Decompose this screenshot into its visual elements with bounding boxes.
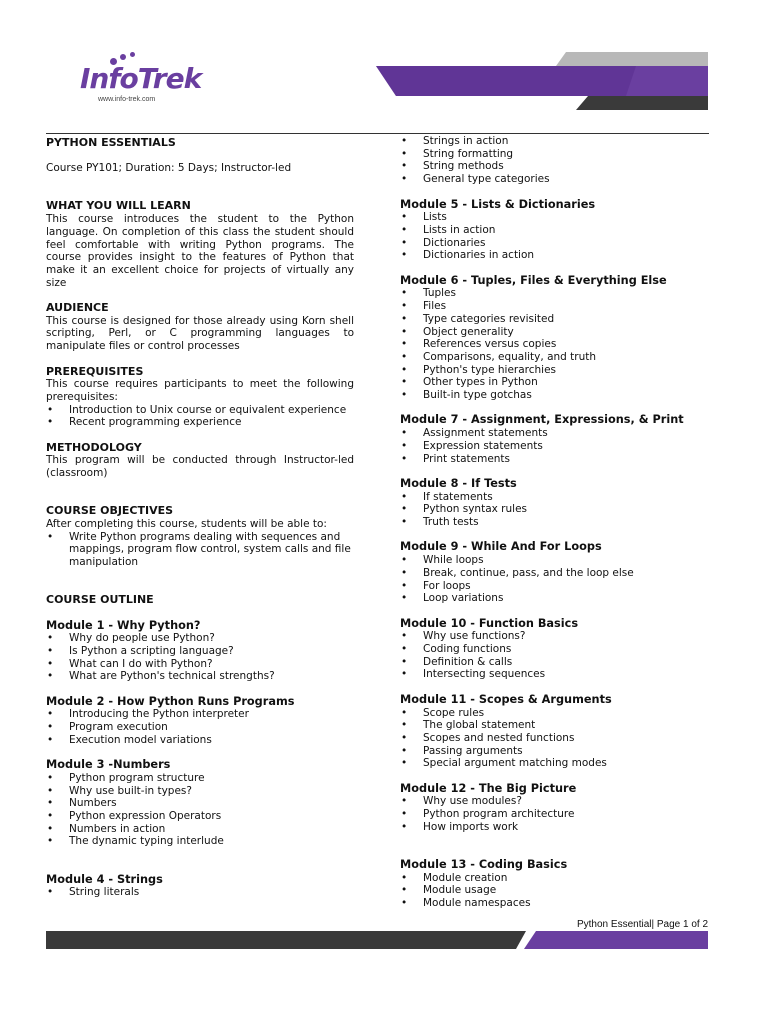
- list-item: • Why use built-in types?: [46, 785, 354, 798]
- header-stripes-graphic: [376, 52, 708, 112]
- course-info: Course PY101; Duration: 5 Days; Instructor-led: [46, 162, 292, 175]
- list-item: • The global statement: [400, 719, 710, 732]
- objectives-text: After completing this course, students will be able to:: [46, 517, 327, 530]
- module-title: Module 6 - Tuples, Files & Everything Else: [400, 273, 667, 287]
- list-item: • Special argument matching modes: [400, 757, 710, 770]
- list-item: • If statements: [400, 491, 710, 504]
- module-list: [46, 772, 354, 848]
- list-item: • Python's type hierarchies: [400, 364, 710, 377]
- learn-heading: WHAT YOU WILL LEARN: [46, 199, 191, 213]
- list-item: • Strings in action: [400, 135, 710, 148]
- prereq-text: This course requires participants to meet the following prerequisites:: [46, 378, 354, 403]
- list-item: • Break, continue, pass, and the loop else: [400, 567, 710, 580]
- module-list: [46, 632, 354, 683]
- list-item: • String formatting: [400, 148, 710, 161]
- module-list: [400, 211, 710, 262]
- list-item: • Program execution: [46, 721, 354, 734]
- list-item: • Object generality: [400, 326, 710, 339]
- module-list: [46, 886, 354, 899]
- module-title: Module 2 - How Python Runs Programs: [46, 694, 295, 708]
- list-item: • Intersecting sequences: [400, 668, 710, 681]
- list-item: • Assignment statements: [400, 427, 710, 440]
- logo-dot: [130, 52, 135, 57]
- list-item: • Module namespaces: [400, 897, 710, 910]
- footer-bar-graphic: [46, 931, 708, 949]
- module-title: Module 12 - The Big Picture: [400, 781, 577, 795]
- list-item: • Introduction to Unix course or equivalent experience: [46, 404, 354, 417]
- module-title: Module 8 - If Tests: [400, 476, 517, 490]
- list-item: • Built-in type gotchas: [400, 389, 710, 402]
- module-list: [46, 708, 354, 746]
- list-item: • The dynamic typing interlude: [46, 835, 354, 848]
- list-item: • Lists: [400, 211, 710, 224]
- list-item: • Why do people use Python?: [46, 632, 354, 645]
- list-item: • Dictionaries in action: [400, 249, 710, 262]
- module-title: Module 3 -Numbers: [46, 758, 171, 772]
- list-item: • What are Python's technical strengths?: [46, 670, 354, 683]
- list-item: • What can I do with Python?: [46, 658, 354, 671]
- list-item: • Truth tests: [400, 516, 710, 529]
- list-item: • Definition & calls: [400, 656, 710, 669]
- list-item: • Dictionaries: [400, 237, 710, 250]
- audience-text: This course is designed for those already using Korn shell scripting, Perl, or C programming languages to manipulate files or control processes: [46, 314, 354, 353]
- list-item: • Tuples: [400, 287, 710, 300]
- module-title: Module 13 - Coding Basics: [400, 857, 568, 871]
- list-item: • Python expression Operators: [46, 810, 354, 823]
- right-column: [400, 135, 710, 910]
- list-item: • How imports work: [400, 821, 710, 834]
- module-list: [400, 491, 710, 529]
- list-item: • Expression statements: [400, 440, 710, 453]
- module-title: Module 5 - Lists & Dictionaries: [400, 197, 596, 211]
- list-item: • Write Python programs dealing with sequences and mappings, program flow control, system calls and file manipulation: [46, 531, 354, 569]
- logo-dot: [120, 54, 126, 60]
- logo-wordmark: InfoTrek: [80, 62, 202, 95]
- module-list: [400, 287, 710, 401]
- list-item: • Execution model variations: [46, 734, 354, 747]
- footer-page-label: Python Essential| Page 1 of 2: [576, 919, 708, 930]
- module-list: [400, 630, 710, 681]
- list-item: • Numbers: [46, 797, 354, 810]
- module-list: [400, 427, 710, 465]
- list-item: • Module usage: [400, 884, 710, 897]
- module-list: [400, 872, 710, 910]
- list-item: • Files: [400, 300, 710, 313]
- list-item: • String literals: [46, 886, 354, 899]
- list-item: • Why use modules?: [400, 795, 710, 808]
- module-list: [400, 707, 710, 771]
- prereq-heading: PREREQUISITES: [46, 364, 144, 378]
- outline-heading: COURSE OUTLINE: [46, 593, 154, 607]
- list-item: • Introducing the Python interpreter: [46, 708, 354, 721]
- module-4-continued-list: [400, 135, 710, 186]
- left-column: [46, 137, 354, 899]
- list-item: • Scope rules: [400, 707, 710, 720]
- list-item: • Numbers in action: [46, 823, 354, 836]
- module-list: [400, 795, 710, 833]
- module-list: [400, 554, 710, 605]
- logo-url: www.info-trek.com: [98, 96, 156, 103]
- list-item: • Is Python a scripting language?: [46, 645, 354, 658]
- list-item: • Passing arguments: [400, 745, 710, 758]
- list-item: • References versus copies: [400, 338, 710, 351]
- audience-heading: AUDIENCE: [46, 301, 109, 315]
- method-text: This program will be conducted through Instructor-led (classroom): [46, 454, 354, 480]
- list-item: • Why use functions?: [400, 630, 710, 643]
- module-title: Module 11 - Scopes & Arguments: [400, 692, 612, 706]
- list-item: • Other types in Python: [400, 376, 710, 389]
- prereq-list: [46, 404, 354, 429]
- method-heading: METHODOLOGY: [46, 440, 142, 454]
- list-item: • Python program structure: [46, 772, 354, 785]
- objectives-list: [46, 531, 354, 569]
- module-title: Module 9 - While And For Loops: [400, 540, 602, 554]
- list-item: • For loops: [400, 580, 710, 593]
- list-item: • Loop variations: [400, 592, 710, 605]
- list-item: • Python program architecture: [400, 808, 710, 821]
- list-item: • Scopes and nested functions: [400, 732, 710, 745]
- list-item: • General type categories: [400, 173, 710, 186]
- list-item: • Module creation: [400, 872, 710, 885]
- header-rule: [46, 133, 709, 134]
- course-title: PYTHON ESSENTIALS: [46, 136, 176, 149]
- list-item: • Recent programming experience: [46, 416, 354, 429]
- list-item: • Python syntax rules: [400, 503, 710, 516]
- module-title: Module 7 - Assignment, Expressions, & Print: [400, 413, 684, 427]
- list-item: • While loops: [400, 554, 710, 567]
- list-item: • Print statements: [400, 453, 710, 466]
- list-item: • String methods: [400, 160, 710, 173]
- list-item: • Comparisons, equality, and truth: [400, 351, 710, 364]
- module-title: Module 4 - Strings: [46, 872, 163, 886]
- module-title: Module 10 - Function Basics: [400, 616, 579, 630]
- list-item: • Type categories revisited: [400, 313, 710, 326]
- list-item: • Coding functions: [400, 643, 710, 656]
- learn-text: This course introduces the student to the Python language. On completion of this class the student should feel comfortable with writing Python programs. The course provides insight to the features of Python that make it an excellent choice for projects of virtually any size: [46, 213, 354, 289]
- infotrek-logo: [80, 48, 200, 108]
- module-title: Module 1 - Why Python?: [46, 618, 201, 632]
- objectives-heading: COURSE OBJECTIVES: [46, 504, 174, 518]
- list-item: • Lists in action: [400, 224, 710, 237]
